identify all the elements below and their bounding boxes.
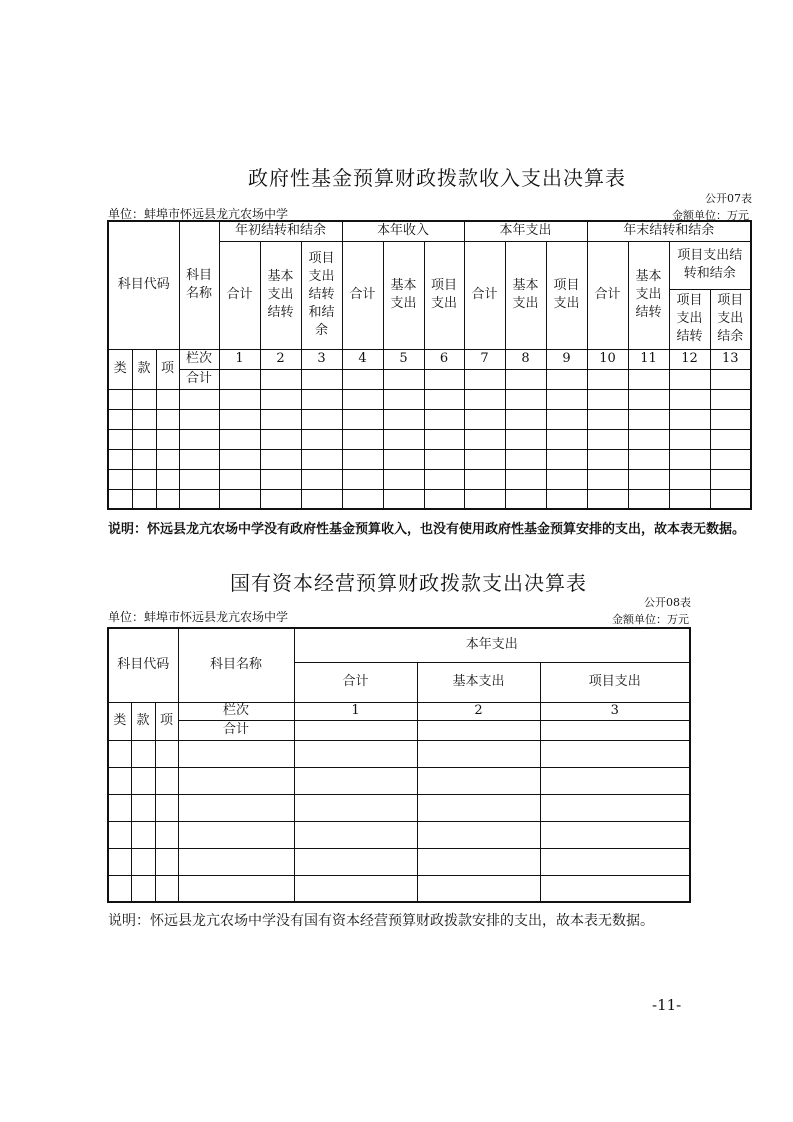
t2-col-num: 2 — [417, 702, 540, 720]
table-row — [108, 369, 751, 389]
t2-kuan: 款 — [131, 702, 155, 740]
table2-amount-unit: 金额单位：万元 — [612, 613, 689, 626]
table1-amount-unit: 金额单位：万元 — [672, 209, 749, 222]
t1-income-total: 合计 — [342, 241, 383, 349]
t1-group-end: 年末结转和结余 — [587, 221, 751, 241]
table2-title: 国有资本经营预算财政拨款支出决算表 — [230, 571, 587, 595]
t1-subject-name-header: 科目名称 — [179, 221, 219, 349]
t2-xiang: 项 — [155, 702, 178, 740]
t1-col-num: 9 — [546, 349, 587, 369]
table2-code: 公开08表 — [644, 596, 691, 609]
t1-col-num: 13 — [710, 349, 751, 369]
t2-group-expense: 本年支出 — [294, 628, 690, 662]
t1-expense-project: 项目支出 — [546, 241, 587, 349]
table-row — [108, 767, 690, 794]
t1-col-num: 10 — [587, 349, 628, 369]
t1-col-num: 2 — [260, 349, 301, 369]
t2-total-label: 合计 — [178, 720, 294, 740]
t1-kuan: 款 — [132, 349, 156, 389]
table2-unit: 单位：蚌埠市怀远县龙亢农场中学 — [108, 610, 289, 624]
t2-col-num: 3 — [540, 702, 690, 720]
table1-note: 说明：怀远县龙亢农场中学没有政府性基金预算收入，也没有使用政府性基金预算安排的支出，故本表无数据。 — [108, 522, 746, 537]
table2 — [107, 627, 691, 903]
t1-col-num: 11 — [628, 349, 669, 369]
t1-group-begin: 年初结转和结余 — [219, 221, 342, 241]
table-row — [108, 409, 751, 429]
t2-project-exp: 项目支出 — [540, 662, 690, 702]
t1-subject-code-header: 科目代码 — [108, 221, 179, 349]
t1-end-total: 合计 — [587, 241, 628, 349]
table1-title: 政府性基金预算财政拨款收入支出决算表 — [248, 166, 626, 190]
t1-col-num: 4 — [342, 349, 383, 369]
table-row — [108, 429, 751, 449]
t1-income-basic: 基本支出 — [383, 241, 424, 349]
table-row — [108, 469, 751, 489]
t1-col-num: 5 — [383, 349, 424, 369]
table-row — [108, 720, 690, 740]
t1-lei: 类 — [108, 349, 132, 389]
t1-group-income: 本年收入 — [342, 221, 464, 241]
t1-begin-total: 合计 — [219, 241, 260, 349]
t1-end-project-surplus: 项目支出结余 — [710, 289, 751, 349]
page-number: -11- — [652, 996, 682, 1014]
t1-expense-basic: 基本支出 — [505, 241, 546, 349]
table-row — [108, 821, 690, 848]
table1 — [107, 220, 752, 510]
t1-col-num: 3 — [301, 349, 342, 369]
t1-total-label: 合计 — [179, 369, 219, 389]
table-row — [108, 848, 690, 875]
t1-col-num: 7 — [464, 349, 505, 369]
table1-code: 公开07表 — [705, 192, 752, 205]
t2-lei: 类 — [108, 702, 131, 740]
t1-end-project-carry: 项目支出结转 — [669, 289, 710, 349]
t1-col-num: 12 — [669, 349, 710, 369]
t1-end-basic-carry: 基本支出结转 — [628, 241, 669, 349]
t2-basic-exp: 基本支出 — [417, 662, 540, 702]
t2-subject-name-header: 科目名称 — [178, 628, 294, 702]
t2-total: 合计 — [294, 662, 417, 702]
t2-subject-code-header: 科目代码 — [108, 628, 178, 702]
table-row — [108, 449, 751, 469]
t1-col-num: 6 — [424, 349, 464, 369]
t1-end-project-sub: 项目支出结转和结余 — [669, 241, 751, 289]
table-row — [108, 875, 690, 902]
table-row — [108, 489, 751, 509]
t2-col-num: 1 — [294, 702, 417, 720]
t1-income-project: 项目支出 — [424, 241, 464, 349]
table-row — [108, 740, 690, 767]
table-row — [108, 794, 690, 821]
t1-xiang: 项 — [156, 349, 179, 389]
t1-begin-basic-carry: 基本支出结转 — [260, 241, 301, 349]
t1-begin-project-carry: 项目支出结转和结余 — [301, 241, 342, 349]
table-row — [108, 389, 751, 409]
t1-lanci: 栏次 — [179, 349, 219, 369]
t1-group-expense: 本年支出 — [464, 221, 587, 241]
t1-col-num: 1 — [219, 349, 260, 369]
t1-expense-total: 合计 — [464, 241, 505, 349]
table2-note: 说明：怀远县龙亢农场中学没有国有资本经营预算财政拨款安排的支出，故本表无数据。 — [108, 913, 654, 929]
t1-col-num: 8 — [505, 349, 546, 369]
table1-unit: 单位：蚌埠市怀远县龙亢农场中学 — [108, 207, 289, 221]
t2-lanci: 栏次 — [178, 702, 294, 720]
